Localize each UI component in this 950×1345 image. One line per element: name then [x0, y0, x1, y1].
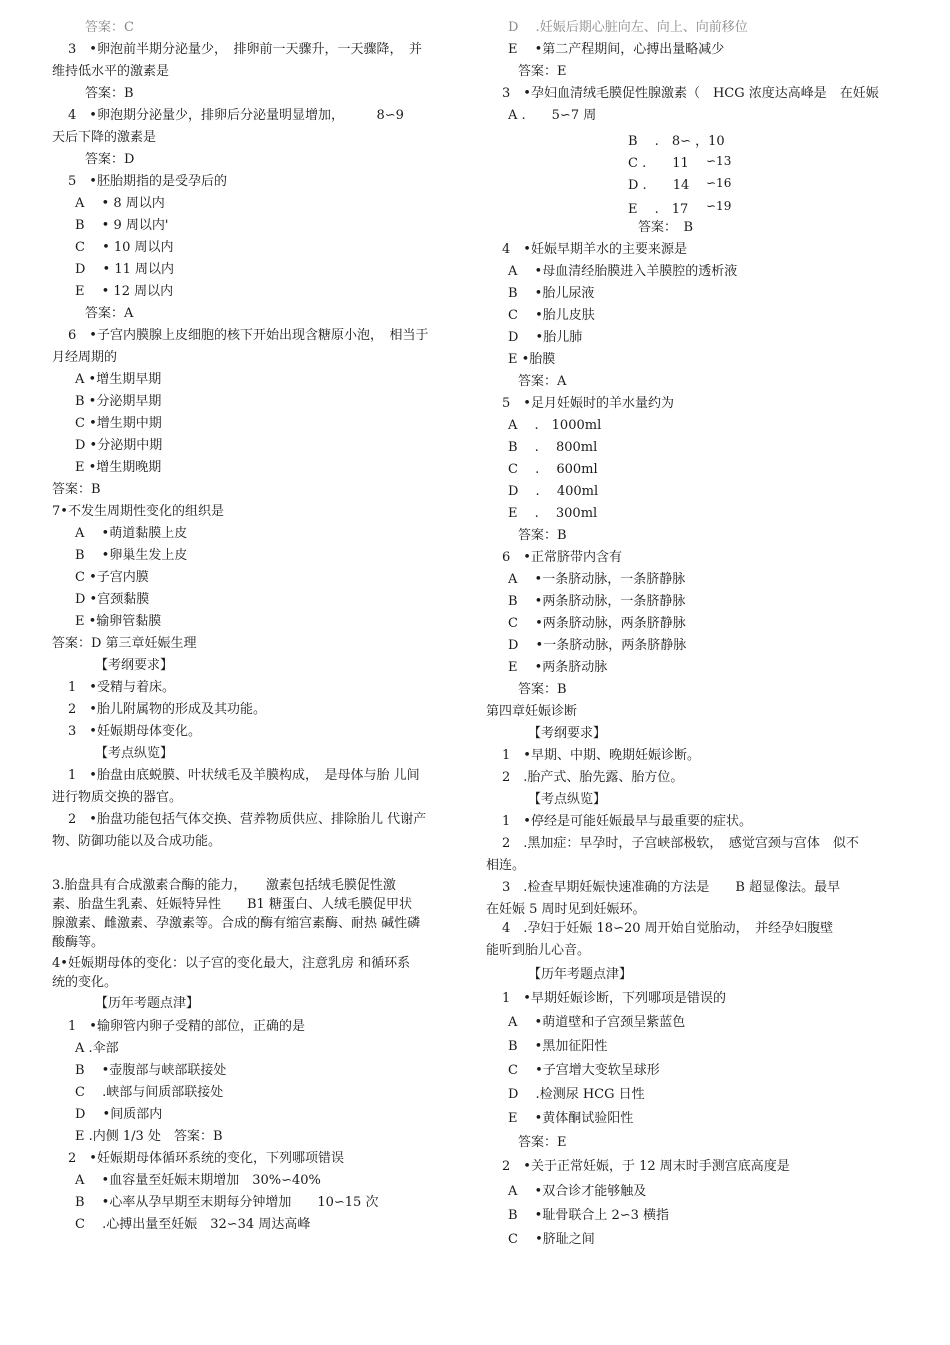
point-line: 在妊娠 5 周时见到妊娠环。 — [486, 902, 646, 917]
option-line: D •间质部内 — [75, 1107, 163, 1122]
answer-line: 答案：A — [518, 374, 567, 389]
outline-line: 2 .胎产式、胎先露、胎方位。 — [502, 770, 684, 785]
section-heading: 【历年考题点津】 — [528, 967, 633, 982]
point-line: 素、胎盘生乳素、妊娠特异性 B1 糖蛋白、人绒毛膜促甲状 — [52, 897, 412, 912]
question-line: 2 •关于正常妊娠，于 12 周末时手测宫底高度是 — [502, 1159, 790, 1174]
option-line: D . 14 — [628, 178, 690, 193]
option-line: A •血容量至妊娠末期增加 30%∽40% — [75, 1173, 321, 1188]
option-line: D •胎儿肺 — [508, 330, 583, 345]
option-line: C •子宫增大变软呈球形 — [508, 1063, 660, 1078]
answer-line: 答案：B — [518, 528, 567, 543]
option-line: B •心率从孕早期至末期每分钟增加 10∽15 次 — [75, 1195, 379, 1210]
outline-line: 2 •胎儿附属物的形成及其功能。 — [68, 702, 266, 717]
point-line: 腺激素、雌激素、孕激素等。合成的酶有缩宫素酶、耐热 碱性磷 — [52, 916, 421, 931]
option-line: D • 11 周以内 — [75, 262, 175, 277]
option-line: E . 17 — [628, 202, 689, 217]
option-line: A . 1000ml — [508, 418, 602, 433]
question-line: 月经周期的 — [52, 350, 118, 365]
point-line: 进行物质交换的器官。 — [52, 790, 183, 805]
section-heading: 【考点纵览】 — [95, 746, 174, 761]
option-line: A •一条脐动脉，一条脐静脉 — [508, 572, 686, 587]
option-line: B •胎儿尿液 — [508, 286, 595, 301]
answer-line: 答案： B — [638, 220, 694, 235]
option-line: D . 400ml — [508, 484, 599, 499]
option-line: B • 9 周以内' — [75, 218, 169, 233]
option-range: ∽16 — [706, 176, 732, 190]
question-line: 5 •足月妊娠时的羊水量约为 — [502, 396, 674, 411]
question-line: 4 •妊娠早期羊水的主要来源是 — [502, 242, 687, 257]
point-line: 2 •胎盘功能包括气体交换、营养物质供应、排除胎儿 代谢产 — [68, 812, 427, 827]
chapter-heading: 答案：D 第三章妊娠生理 — [52, 636, 197, 651]
answer-line: 答案：E — [518, 64, 567, 79]
option-line: C •胎儿皮肤 — [508, 308, 595, 323]
point-line: 酸酶等。 — [52, 935, 105, 950]
point-line: 1 •胎盘由底蜕膜、叶状绒毛及羊膜构成， 是母体与胎 儿间 — [68, 768, 420, 783]
option-line: C •子宫内膜 — [75, 570, 149, 585]
option-line: A . 5∽7 周 — [508, 108, 597, 123]
option-line: A • 8 周以内 — [75, 196, 165, 211]
option-line: A •萌道黏膜上皮 — [75, 526, 188, 541]
point-line: 4•妊娠期母体的变化：以子宫的变化最大，注意乳房 和循环系 — [52, 956, 411, 971]
option-line: C •脐耻之间 — [508, 1232, 595, 1247]
point-line: 物、防御功能以及合成功能。 — [52, 834, 222, 849]
question-line: 4 •卵泡期分泌量少，排卵后分泌量明显增加， 8∽9 — [68, 108, 404, 123]
question-line: 5 •胚胎期指的是受孕后的 — [68, 174, 227, 189]
option-line: B •壶腹部与峡部联接处 — [75, 1063, 227, 1078]
option-line: C .峡部与间质部联接处 — [75, 1085, 224, 1100]
option-line: E •输卵管黏膜 — [75, 614, 162, 629]
option-line: D •分泌期中期 — [75, 438, 163, 453]
answer-line: 答案：A — [85, 306, 134, 321]
option-line: E •增生期晚期 — [75, 460, 162, 475]
question-line: 6 •子宫内膜腺上皮细胞的核下开始出现含糖原小泡， 相当于 — [68, 328, 429, 343]
option-line: C . 600ml — [508, 462, 598, 477]
option-line: B •两条脐动脉，一条脐静脉 — [508, 594, 686, 609]
question-line: 2 •妊娠期母体循环系统的变化，下列哪项错误 — [68, 1151, 344, 1166]
point-line: 统的变化。 — [52, 975, 118, 990]
option-line: B •卵巢生发上皮 — [75, 548, 188, 563]
option-line: E .内侧 1/3 处 答案：B — [75, 1129, 223, 1144]
option-line: E •胎膜 — [508, 352, 556, 367]
option-line: C .心搏出量至妊娠 32∽34 周达高峰 — [75, 1217, 311, 1232]
option-line: A •母血清经胎膜进入羊膜腔的透析液 — [508, 264, 738, 279]
section-heading: 【考纲要求】 — [528, 726, 607, 741]
point-line: 4 .孕妇于妊娠 18∽20 周开始自觉胎动， 并经孕妇腹壁 — [502, 921, 834, 936]
outline-line: 1 •早期、中期、晚期妊娠诊断。 — [502, 748, 700, 763]
question-line: 3 •卵泡前半期分泌量少， 排卵前一天骤升，一天骤降， 并 — [68, 42, 422, 57]
option-line: E • 12 周以内 — [75, 284, 174, 299]
section-heading: 【历年考题点津】 — [95, 996, 200, 1011]
option-line: E . 300ml — [508, 506, 598, 521]
option-line: B •耻骨联合上 2∽3 横指 — [508, 1208, 670, 1223]
option-line: A •增生期早期 — [75, 372, 162, 387]
option-line: B •黑加征阳性 — [508, 1039, 608, 1054]
answer-line: 答案：B — [85, 86, 134, 101]
question-line: 天后下降的激素是 — [52, 130, 157, 145]
question-line: 7•不发生周期性变化的组织是 — [52, 504, 224, 519]
answer-line: 答案：C — [85, 20, 134, 35]
answer-line: 答案：B — [518, 682, 567, 697]
option-line: B . 8∽ ，10 — [628, 134, 725, 149]
option-line: C . 11 — [628, 156, 689, 171]
option-range: ∽19 — [706, 199, 732, 213]
option-line: D •一条脐动脉，两条脐静脉 — [508, 638, 687, 653]
point-line: 2 .黑加症：早孕时，子宫峡部极软， 感觉宫颈与宫体 似不 — [502, 836, 859, 851]
question-line: 维持低水平的激素是 — [52, 64, 170, 79]
point-line: 3 .检查早期妊娠快速准确的方法是 B 超显像法。最早 — [502, 880, 841, 895]
option-line: D •宫颈黏膜 — [75, 592, 150, 607]
option-line: A •萌道壁和子宫颈呈紫蓝色 — [508, 1015, 686, 1030]
question-line: 3 •孕妇血清绒毛膜促性腺激素（ HCG 浓度达高峰是 在妊娠 — [502, 86, 879, 101]
option-line: B . 800ml — [508, 440, 598, 455]
answer-line: 答案：E — [518, 1135, 567, 1150]
point-line: 3.胎盘具有合成激素合酶的能力， 激素包括绒毛膜促性激 — [52, 878, 396, 893]
option-line: C •增生期中期 — [75, 416, 162, 431]
option-line: B •分泌期早期 — [75, 394, 162, 409]
question-line: 1 •早期妊娠诊断，下列哪项是错误的 — [502, 991, 726, 1006]
option-line: C •两条脐动脉，两条脐静脉 — [508, 616, 686, 631]
section-heading: 【考点纵览】 — [528, 792, 607, 807]
option-line: E •黄体酮试验阳性 — [508, 1111, 634, 1126]
answer-line: 答案：B — [52, 482, 101, 497]
option-line: A •双合诊才能够触及 — [508, 1184, 647, 1199]
question-line: 6 •正常脐带内含有 — [502, 550, 622, 565]
option-line: E •第二产程期间，心搏出量略减少 — [508, 42, 725, 57]
section-heading: 【考纲要求】 — [95, 658, 174, 673]
outline-line: 1 •受精与着床。 — [68, 680, 175, 695]
option-line: D .检测尿 HCG 日性 — [508, 1087, 645, 1102]
chapter-heading: 第四章妊娠诊断 — [486, 704, 578, 719]
option-line: E •两条脐动脉 — [508, 660, 608, 675]
point-line: 1 •停经是可能妊娠最早与最重要的症状。 — [502, 814, 752, 829]
option-line: A .伞部 — [75, 1041, 119, 1056]
point-line: 相连。 — [486, 858, 526, 873]
option-range: ∽13 — [706, 154, 732, 168]
outline-line: 3 •妊娠期母体变化。 — [68, 724, 201, 739]
option-line: C • 10 周以内 — [75, 240, 174, 255]
answer-line: 答案：D — [85, 152, 135, 167]
option-line: D .妊娠后期心脏向左、向上、向前移位 — [508, 20, 748, 35]
question-line: 1 •输卵管内卵子受精的部位，正确的是 — [68, 1019, 305, 1034]
point-line: 能听到胎儿心音。 — [486, 943, 591, 958]
